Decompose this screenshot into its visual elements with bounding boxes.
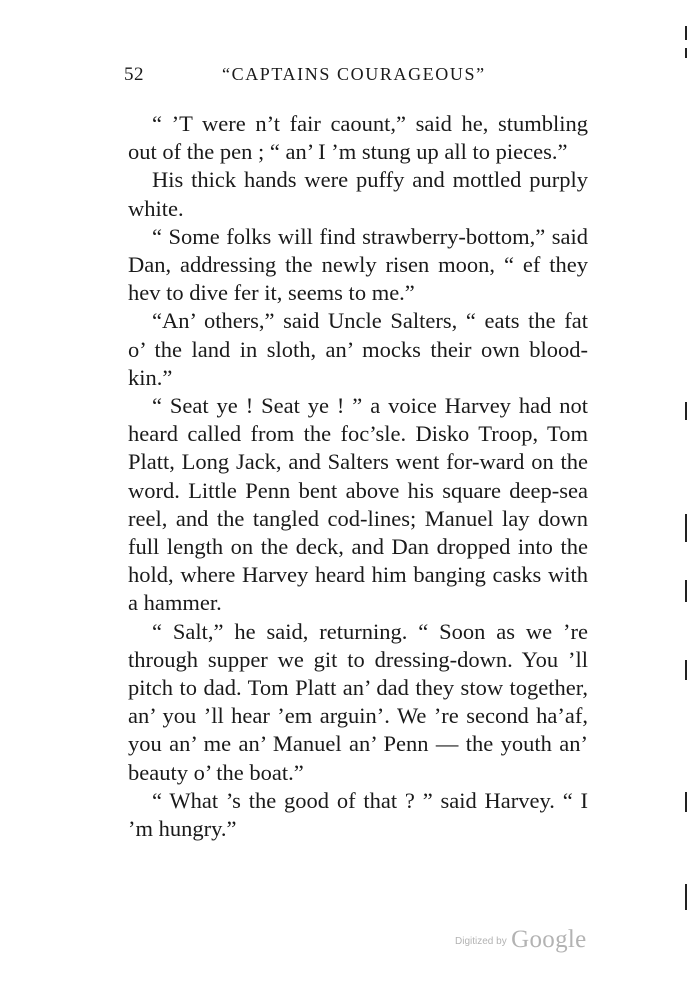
scan-edge-mark [685, 402, 687, 420]
scan-edge-marks [683, 0, 689, 1000]
paragraph: “ Salt,” he said, returning. “ Soon as we ’re through supper we git to dressing-down. You ’ll pitch to dad. Tom Platt an’ dad they stow together, an’ you ’ll hear ’em arguin’. We ’re second ha’af, you an’ me an’ Manuel an’ Penn — the youth an’ beauty o’ the boat.” [128, 618, 588, 785]
body-text [128, 110, 588, 843]
scan-edge-mark [685, 884, 687, 910]
paragraph: “An’ others,” said Uncle Salters, “ eats the fat o’ the land in sloth, an’ mocks their own blood-kin.” [128, 308, 588, 390]
paragraph: His thick hands were puffy and mottled purply white. [128, 167, 588, 221]
google-logo: Google [511, 926, 587, 953]
watermark-prefix: Digitized by [455, 936, 507, 947]
paragraph: “ ’T were n’t fair caount,” said he, stumbling out of the pen ; “ an’ I ’m stung up all to pieces.” [128, 111, 588, 165]
page-header [124, 64, 594, 88]
scan-edge-mark [685, 792, 687, 812]
paragraph: “ Some folks will find strawberry-bottom,” said Dan, addressing the newly risen moon, “ ef they hev to dive fer it, seems to me.” [128, 223, 588, 306]
paragraph: “ What ’s the good of that ? ” said Harvey. “ I ’m hungry.” [128, 787, 588, 842]
scan-edge-mark [685, 48, 687, 58]
scan-edge-mark [685, 514, 687, 542]
running-title: “CAPTAINS COURAGEOUS” [222, 64, 486, 84]
digitized-watermark [455, 926, 587, 954]
scan-edge-mark [685, 660, 687, 680]
scan-edge-mark [685, 26, 687, 40]
paragraph: “ Seat ye ! Seat ye ! ” a voice Harvey had not heard called from the foc’sle. Disko Troop, Tom Platt, Long Jack, and Salters went for-ward on the word. Little Penn bent above his square deep-sea reel, and the tangled cod-lines; Manuel lay down full length on the deck, and Dan dropped into the hold, where Harvey heard him banging casks with a hammer. [128, 393, 588, 616]
page-number: 52 [124, 64, 144, 85]
scan-edge-mark [685, 580, 687, 602]
